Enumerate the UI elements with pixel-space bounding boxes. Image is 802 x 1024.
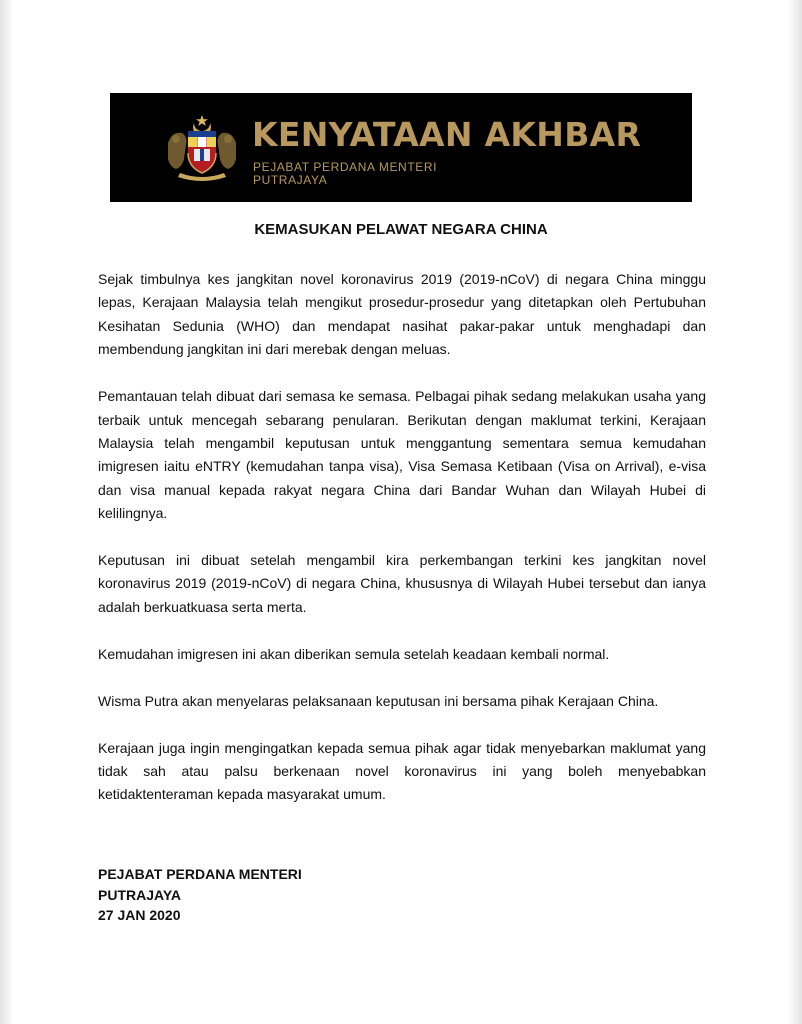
paragraph: Kemudahan imigresen ini akan diberikan semula setelah keadaan kembali normal. [98, 645, 610, 662]
banner-office: PEJABAT PERDANA MENTERI [253, 160, 438, 174]
document-title: KEMASUKAN PELAWAT NEGARA CHINA [254, 221, 548, 238]
signature-block [98, 864, 302, 926]
malaysia-coat-of-arms-icon [164, 113, 240, 183]
banner-city: PUTRAJAYA [253, 173, 328, 187]
paragraph: Wisma Putra akan menyelaras pelaksanaan keputusan ini bersama pihak Kerajaan China. [98, 692, 659, 709]
signature-office: PEJABAT PERDANA MENTERI [98, 866, 302, 882]
page-edge-left [0, 0, 14, 1024]
signature-date: 27 JAN 2020 [98, 907, 181, 923]
paragraph: Keputusan ini dibuat setelah mengambil kira perkembangan terkini kes jangkitan novel koronavirus 2019 (2019-nCoV) di negara China, khususnya di Wilayah Hubei tersebut dan ianya adalah berkuatkuasa serta merta. [98, 552, 706, 615]
press-release-banner [110, 93, 692, 202]
paragraph: Sejak timbulnya kes jangkitan novel koronavirus 2019 (2019-nCoV) di negara China minggu lepas, Kerajaan Malaysia telah mengikut prosedur-prosedur yang ditetapkan oleh Pertubuhan Kesihatan Sedunia (WHO) dan mendapat nasihat pakar-pakar untuk menghadapi dan membendung jangkitan ini dari merebak dengan meluas. [98, 271, 706, 358]
document-body [98, 268, 706, 830]
signature-city: PUTRAJAYA [98, 886, 181, 903]
banner-title: KENYATAAN AKHBAR [252, 115, 642, 154]
paragraph: Kerajaan juga ingin mengingatkan kepada semua pihak agar tidak menyebarkan maklumat yang tidak sah atau palsu berkenaan novel koronavirus ini yang boleh menyebabkan ketidaktenteraman kepada masyarakat umum. [98, 739, 706, 803]
paragraph: Pemantauan telah dibuat dari semasa ke semasa. Pelbagai pihak sedang melakukan usaha yang terbaik untuk mencegah sebarang penularan. Berikutan dengan maklumat terkini, Kerajaan Malaysia telah mengambil keputusan untuk menggantung sementara semua kemudahan imigresen iaitu eNTRY (kemudahan tanpa visa), Visa Semasa Ketibaan (Visa on Arrival), e-visa dan visa manual kepada rakyat negara China dari Bandar Wuhan dan Wilayah Hubei di kelilingnya. [98, 388, 706, 522]
page-edge-right [788, 0, 802, 1024]
